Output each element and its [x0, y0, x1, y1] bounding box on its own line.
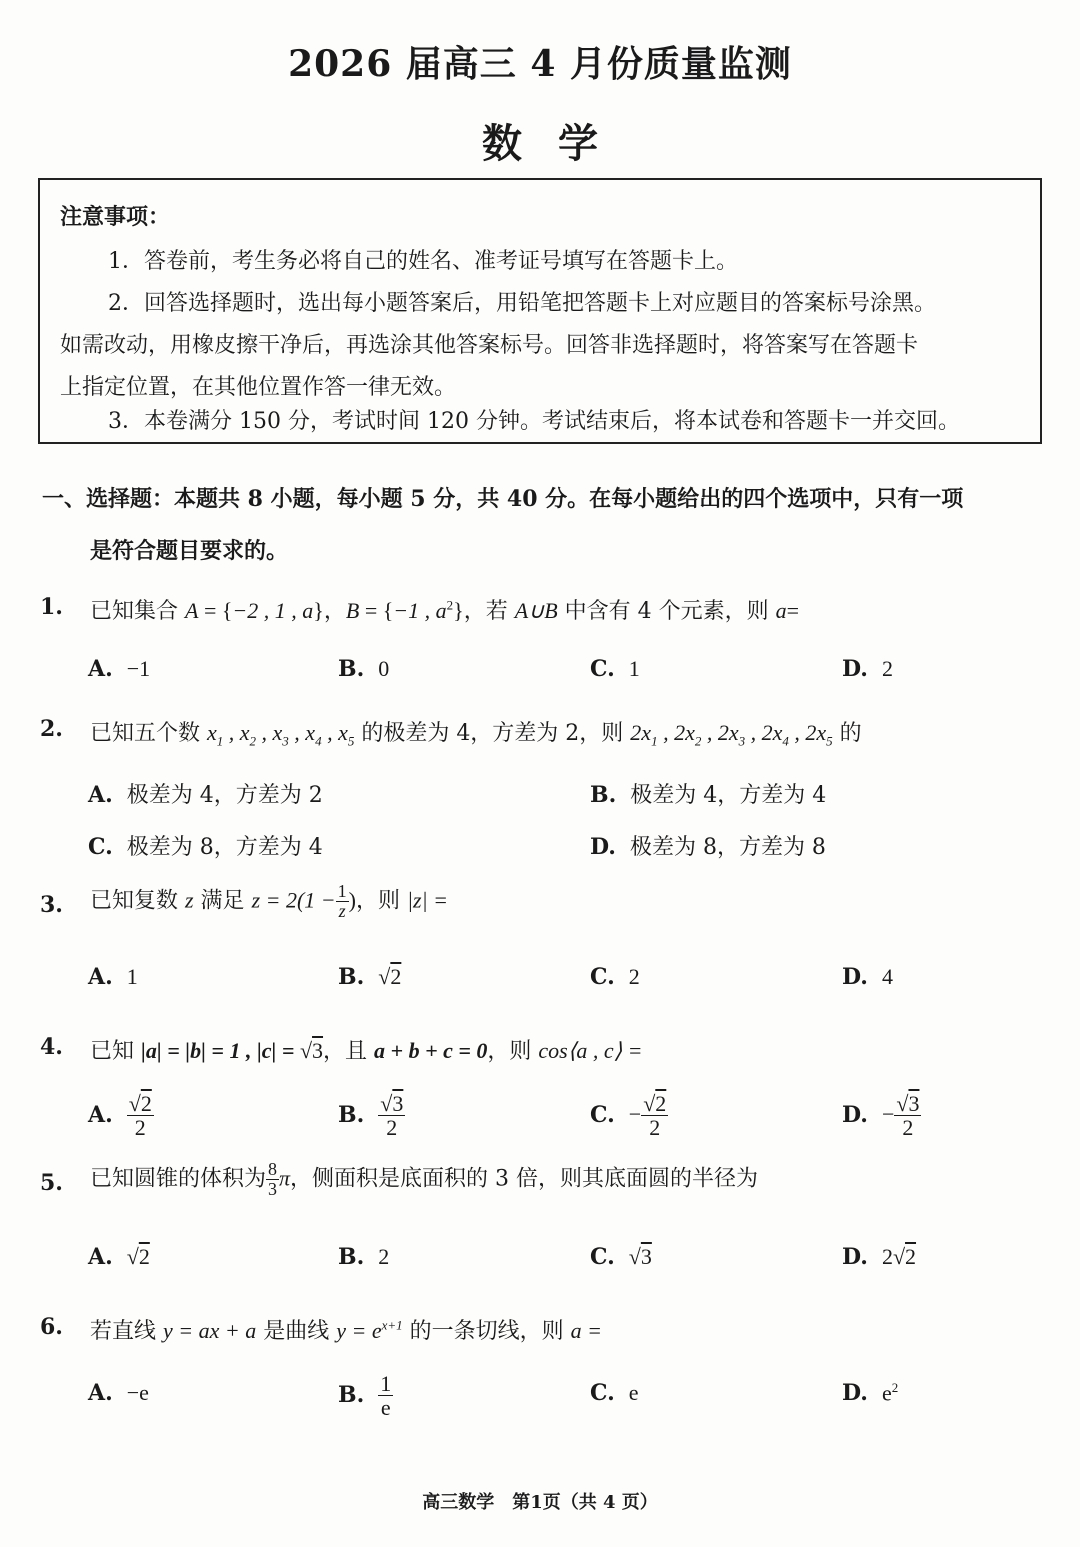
question-3-option-d: D. 4 [842, 964, 893, 990]
question-2-option-c: C. 极差为 8，方差为 4 [88, 834, 323, 860]
question-1-option-d: D. 2 [842, 656, 893, 682]
question-6-text: 若直线 y = ax + a 是曲线 $y = e^{x+1}$ 的一条切线，则 a = [90, 1317, 603, 1344]
question-2-text: 已知五个数 $x_1$ , $x_2$ , $x_3$ , $x_4$ , $x_5$ 的极差为 4，方差为 2，则 $2x_1$ , $2x_2$ , $2x_3$ , $2x_4$ , $2x_5$ 的 [90, 720, 862, 749]
question-5-option-b: B. 2 [338, 1244, 390, 1270]
question-5-option-c: C. √3 [590, 1244, 652, 1270]
question-4-option-c: C. − $\frac{√2}{2}$ [590, 1091, 667, 1141]
notice-line-2: 2．回答选择题时，选出每小题答案后，用铅笔把答题卡上对应题目的答案标号涂黑。 [108, 291, 936, 316]
question-2-number: 2. [40, 716, 63, 742]
question-3-text: 已知复数 z 满足 z = 2(1 − $\frac{1}{z}$ )，则 |z| = [90, 881, 448, 921]
page-footer: 高三数学 第1页（共 4 页） [422, 1492, 658, 1513]
question-4-number: 4. [40, 1034, 63, 1060]
question-5-option-a: A. √2 [88, 1244, 150, 1270]
section-intro: 一、选择题：本题共 8 小题，每小题 5 分，共 40 分。在每小题给出的四个选项中，只有一项 [42, 486, 964, 512]
variable-list: $x_1$ , $x_2$ , $x_3$ , $x_4$ , $x_5$ [207, 720, 355, 749]
question-1-option-c: C. 1 [590, 656, 640, 682]
question-5-text: 已知圆锥的体积为 $\frac{8}{3}$ π，侧面积是底面积的 3 倍，则其底面圆的半径为 [90, 1159, 759, 1199]
subject-title: 数学 [482, 120, 634, 167]
question-6-option-d: D. $e^2$ [842, 1380, 899, 1407]
section-intro-cont: 是符合题目要求的。 [90, 538, 289, 564]
question-4-option-d: D. − $\frac{√3}{2}$ [842, 1091, 920, 1141]
question-6-option-a: A. −e [88, 1380, 149, 1406]
question-6-option-c: C. e [590, 1380, 639, 1406]
question-1-option-a: A. −1 [88, 656, 151, 682]
set-a-elements: −2 , 1 , a [232, 598, 314, 623]
notice-line-3: 如需改动，用橡皮擦干净后，再选涂其他答案标号。回答非选择题时，将答案写在答题卡 [60, 333, 919, 358]
question-4-option-b: B. $\frac{√3}{2}$ [338, 1091, 404, 1141]
notice-line-4: 上指定位置，在其他位置作答一律无效。 [60, 375, 457, 400]
question-5-number: 5. [40, 1170, 63, 1196]
question-3-option-b: B. √2 [338, 964, 402, 990]
notice-line-5: 3．本卷满分 150 分，考试时间 120 分钟。考试结束后，将本试卷和答题卡一并交回。 [108, 409, 960, 434]
set-b-elements: −1 , a [393, 598, 447, 623]
question-1-option-b: B. 0 [338, 656, 390, 682]
question-3-number: 3. [40, 892, 63, 918]
question-3-option-a: A. 1 [88, 964, 138, 990]
question-2-option-a: A. 极差为 4，方差为 2 [88, 782, 323, 808]
notice-box [38, 178, 1042, 444]
question-5-option-d: D. 2√2 [842, 1244, 917, 1270]
question-3-option-c: C. 2 [590, 964, 640, 990]
exam-title: 2026 届高三 4 月份质量监测 [288, 43, 792, 85]
question-4-text: 已知 |a| = |b| = 1 , |c| = √3，且 a + b + c = 0，则 cos⟨a , c⟩ = [90, 1038, 643, 1064]
question-1-text: 已知集合 A = {−2 , 1 , a}，B = {−1 , $a^2$}，若 A∪B 中含有 4 个元素，则 a= [90, 597, 800, 624]
question-2-option-b: B. 极差为 4，方差为 4 [590, 782, 827, 808]
question-2-option-d: D. 极差为 8，方差为 8 [590, 834, 826, 860]
notice-line-1: 1．答卷前，考生务必将自己的姓名、准考证号填写在答题卡上。 [108, 249, 738, 274]
scaled-variable-list: $2x_1$ , $2x_2$ , $2x_3$ , $2x_4$ , $2x_5$ [630, 720, 833, 749]
question-1-number: 1. [40, 594, 63, 620]
question-6-number: 6. [40, 1314, 63, 1340]
fraction: $\frac{1}{z}$ [337, 881, 347, 921]
notice-heading: 注意事项： [60, 204, 171, 230]
question-6-option-b: B. $\frac{1}{e}$ [338, 1371, 392, 1421]
question-4-option-a: A. $\frac{√2}{2}$ [88, 1091, 152, 1141]
sqrt-symbol: √2 [378, 964, 402, 989]
